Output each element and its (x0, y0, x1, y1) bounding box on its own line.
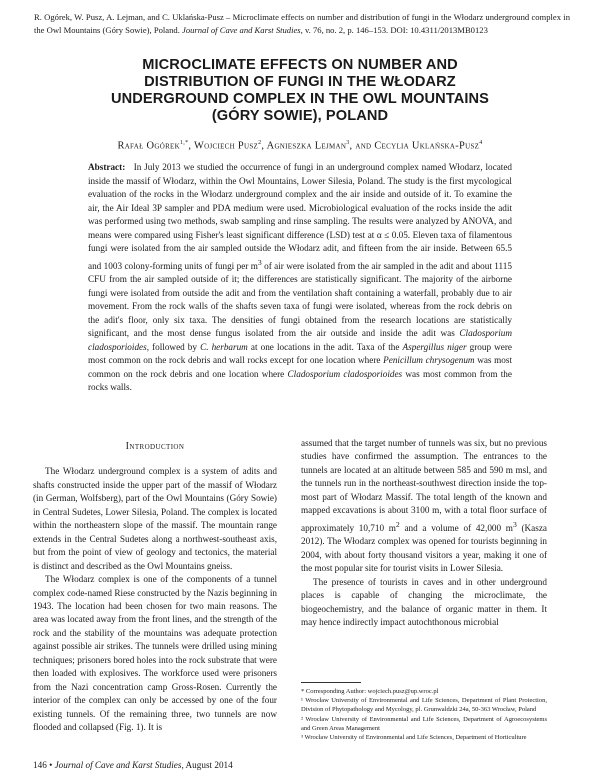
author-affiliation-mark: 3 (346, 140, 350, 146)
title-line: MICROCLIMATE EFFECTS ON NUMBER AND (142, 57, 458, 73)
page-footer (33, 760, 233, 770)
author-list (40, 140, 560, 151)
species-name: C. herbarum (200, 341, 248, 352)
page-number: 146 (33, 760, 47, 770)
author-affiliation-mark: 1,* (179, 140, 189, 146)
footer-journal: Journal of Cave and Karst Studies (54, 760, 182, 770)
body-text: (Kasza 2012). The Włodarz complex was opened for tourists beginning in 2004, with about forty thousand visitors a year, making it one of the most popular site for tourist visits in Lower Silesia. (301, 522, 547, 574)
title-line: DISTRIBUTION OF FUNGI IN THE WŁODARZ (144, 74, 456, 90)
species-name: Cladosporium cladosporioides (287, 368, 403, 379)
author-affiliation-mark: 4 (479, 140, 483, 146)
abstract-text: at one locations in the adit. Taxa of the (247, 341, 403, 352)
title-line: (GÓRY SOWIE), POLAND (211, 108, 389, 124)
author-separator: , (261, 140, 267, 152)
species-name: Cladosporium cladosporioides (88, 328, 512, 352)
footnote-affiliation: ³ Wrocław University of Environmental and Life Sciences, Department of Horticulture (301, 734, 527, 742)
body-text: assumed that the target number of tunnels was six, but no previous studies have confirmed the assumption. The entrances to the tunnels are located at an altitude between 585 and 590 m msl, and the tunnels run in the northeast-southwest direction inside the top-most part of Włodarz Massif. The total length of the known and mapped excavations is about 3100 m, with a total floor surface of approximately 10,710 m (301, 438, 547, 533)
author-separator: , and (349, 140, 375, 152)
column-right (301, 437, 547, 629)
footnote-corresponding-author: * Corresponding Author: wojciech.pusz@up.wroc.pl (301, 688, 439, 695)
abstract-text: was most common from the rocks walls. (88, 368, 512, 393)
abstract-text: was most common on the rock debris and one location where (88, 355, 513, 379)
citation-details: , v. 76, no. 2, p. 146–153. DOI: 10.4311/2013MB0123 (300, 24, 488, 35)
title-line: UNDERGROUND COMPLEX IN THE OWL MOUNTAINS (110, 91, 490, 107)
article-title (40, 57, 560, 125)
body-paragraph: The Włodarz complex is one of the components of a tunnel complex code-named Riese constructed by the Nazis beginning in 1943. The location had been chosen for two main reasons. The area was located away from the front lines, and the strength of the rock and the stability of the mountains was adequate protection against possible air strikes. The tunnels were drilled using mining techniques; prisoners bored holes into the rock substrate that were then loaded with explosives. The workforce used were prisoners from the Nazi concentration camp Gross-Rosen. Currently the interior of the complex can only be accessed by one of the four existing tunnels. Of the remaining three, two tunnels are now flooded and collapsed (Fig. 1). It is (33, 574, 277, 733)
footer-bullet: • (46, 760, 55, 770)
footnote-affiliation: ² Wrocław University of Environmental and Life Sciences, Department of Agroecosystems and Green Areas Management (301, 715, 547, 732)
citation-title: Microclimate effects on number and distribution of fungi in the Włodarz underground complex in the Owl Mountains (Góry Sowie), Poland. (34, 12, 570, 35)
abstract-text: group were most common on the rock debris and wall rocks except for one location where (88, 341, 512, 366)
species-name: Penicillum chrysogenum (383, 355, 475, 366)
abstract-text: In July 2013 we studied the occurrence of fungi in an underground complex named Włodarz, located inside the massif of Włodarz, within the Owl Mountains, Lower Silesia, Poland. The study is the first mycological evaluation of the rocks in the Włodarz underground complex and the air inside and outside of it. To examine the air, the Air Ideal 3P sampler and PDA medium were used. Microbiological evaluation of the rocks inside the adit was performed using two methods, swab sampling and rinse sampling. The results were analyzed by ANOVA, and means were compared using Fisher's least significant difference (LSD) test at α ≤ 0.05. Eleven taxa of filamentous fungi were isolated from the air sampled outside the Włodarz adit, and fifteen from the air inside. Between 65.5 and 1003 colony-forming units of fungi per m (88, 162, 513, 271)
abstract-text: of air were isolated from the air sampled in the adit and about 1115 CFU from the air sampled outside of it; the differences are statistically significant. The majority of the airborne fungi were isolated from outside the adit and from the ventilation shaft containing a waterfall, probably due to air movement. From the rock walls of the shafts seven taxa of fungi were isolated, whereas from the rock debris on the adit's floor, only six taxa. The densities of fungi obtained from the research locations are statistically significant, and the most dense fungus isolated from the air outside and inside the adit was (88, 260, 512, 339)
abstract-text: , followed by (146, 341, 201, 352)
superscript: 3 (257, 257, 262, 267)
species-name: Aspergillus niger (402, 341, 467, 352)
author-name: Agnieszka Lejman (266, 140, 347, 152)
section-heading-introduction: Introduction (125, 441, 185, 452)
column-left (33, 440, 277, 735)
body-paragraph (301, 437, 547, 576)
citation-journal: Journal of Cave and Karst Studies (182, 24, 301, 35)
citation-authors: R. Ogórek, W. Pusz, A. Lejman, and C. Uklańska-Pusz – (34, 12, 233, 22)
author-affiliation-mark: 2 (258, 140, 262, 146)
author-name: Wojciech Pusz (194, 140, 259, 152)
footnote-affiliation: ¹ Wrocław University of Environmental and Life Sciences, Department of Plant Protection, Division of Phytopathology and Mycology, pl. Grunwaldzki 24a, 50-363 Wrocław, Poland (301, 697, 547, 714)
citation-header (34, 11, 570, 36)
superscript: 2 (395, 519, 400, 529)
author-name: Rafał Ogórek (117, 140, 180, 152)
author-separator: , (188, 140, 194, 152)
footer-date: , August 2014 (181, 760, 233, 770)
author-name: Cecylia Uklańska-Pusz (374, 140, 480, 152)
body-text: and a volume of 42,000 m (399, 522, 513, 533)
body-paragraph: The Włodarz underground complex is a system of adits and shafts constructed inside the upper part of the massif of Włodarz (in German, Wolfsberg), part of the Owl Mountains (Góry Sowie) in Central Sudetes, Lower Silesia, Poland. The complex is located within the northeastern slope of the massif. The mountain range extends in the Central Sudetes along a northwest-southeast axis, but from the point of view of geology and tectonics, the material is distinct and described as the Owl Mountains gneiss. (33, 466, 277, 571)
superscript: 3 (512, 519, 517, 529)
footnote-rule (301, 682, 361, 683)
footnotes (301, 682, 547, 742)
body-paragraph: The presence of tourists in caves and in other underground places is capable of changing the microclimate, the biogeochemistry, and the balance of organic matter in them. It may hence indirectly impact autochthonous microbial (301, 576, 547, 627)
abstract-label: Abstract: (88, 162, 126, 172)
abstract (88, 161, 512, 395)
